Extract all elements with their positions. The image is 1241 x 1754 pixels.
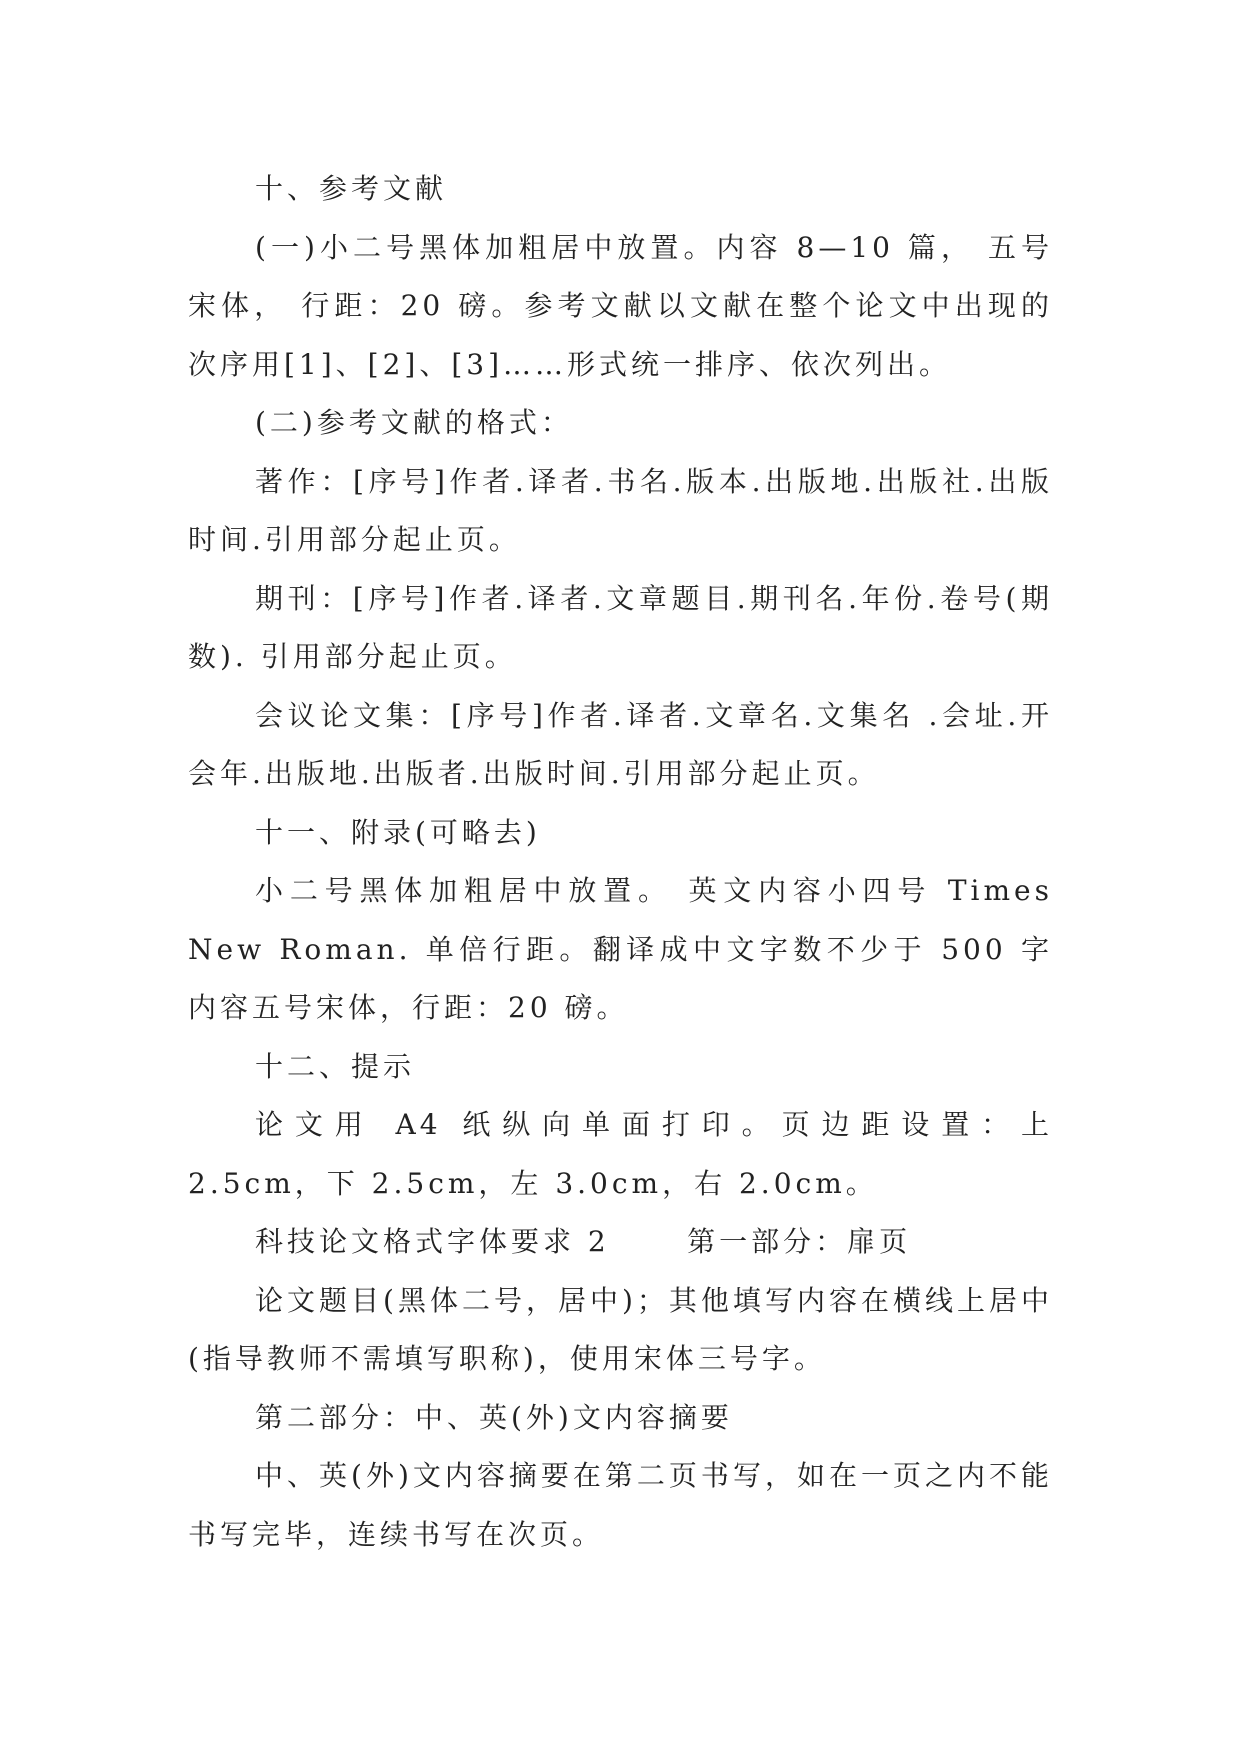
part-one-heading: 科技论文格式字体要求 2 第一部分：扉页: [255, 1225, 912, 1258]
references-rule-one: (一)小二号黑体加粗居中放置。内容 8—10 篇， 五号宋体， 行距：20 磅。参考文献以文献在整个论文中出现的次序用[1]、[2]、[3]……形式统一排序、依次列出。: [188, 230, 1053, 381]
part-two-heading: 第二部分：中、英(外)文内容摘要: [255, 1400, 733, 1434]
appendix-rules: 小二号黑体加粗居中放置。 英文内容小四号 Times New Roman. 单倍行距。翻译成中文字数不少于 500 字 内容五号宋体，行距：20 磅。: [188, 874, 1066, 1024]
references-format-heading: (二)参考文献的格式：: [255, 406, 573, 439]
abstract-rules: 中、英(外)文内容摘要在第二页书写，如在一页之内不能书写完毕，连续书写在次页。: [188, 1459, 1053, 1551]
format-journal: 期刊：[序号]作者.译者.文章题目.期刊名.年份.卷号(期数). 引用部分起止页。: [188, 581, 1053, 673]
section-heading-tips: 十二、提示: [255, 1049, 416, 1083]
format-book: 著作：[序号]作者.译者.书名.版本.出版地.出版社.出版时间.引用部分起止页。: [188, 464, 1053, 556]
tips-print-margins: 论文用 A4 纸纵向单面打印。页边距设置：上 2.5cm，下 2.5cm，左 3.0cm，右 2.0cm。: [188, 1108, 1066, 1200]
section-heading-appendix: 十一、附录(可略去): [255, 815, 541, 849]
format-proceedings: 会议论文集：[序号]作者.译者.文章名.文集名 .会址.开会年.出版地.出版者.出版时间.引用部分起止页。: [188, 698, 1053, 790]
title-page-rules: 论文题目(黑体二号，居中)；其他填写内容在横线上居中(指导教师不需填写职称)，使用宋体三号字。: [188, 1283, 1053, 1375]
document-page: [188, 160, 1066, 1564]
section-heading-references: 十、参考文献: [255, 172, 448, 205]
